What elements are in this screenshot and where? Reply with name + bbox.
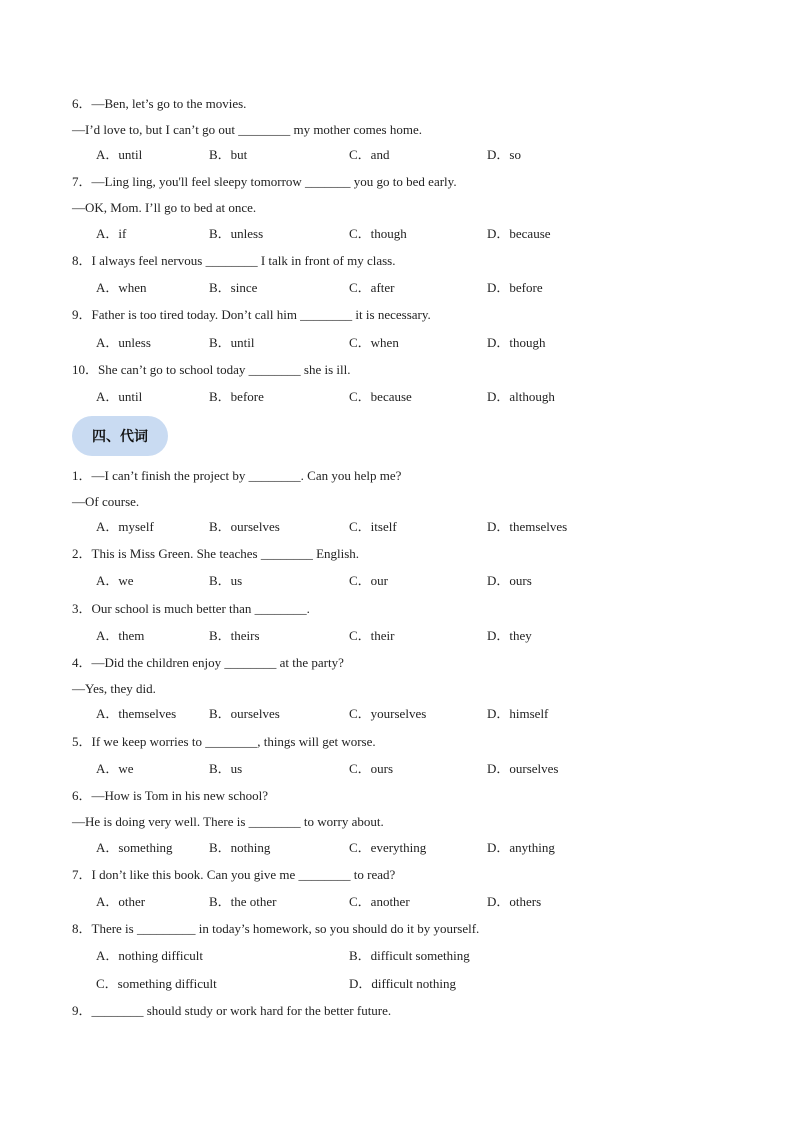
pronoun-question-5-option-a[interactable]: A．we [96,761,134,776]
question-10-option-a[interactable]: A．until [96,389,143,404]
question-7-option-a[interactable]: A．if [96,226,127,241]
pronoun-question-2-stem: 2．This is Miss Green. She teaches ________ English. [72,546,360,561]
pronoun-question-1-option-c[interactable]: C．itself [349,519,397,534]
pronoun-question-4-option-c[interactable]: C．yourselves [349,706,427,721]
pronoun-question-8-option-a[interactable]: A．nothing difficult [96,948,204,963]
pronoun-question-6-option-a[interactable]: A．something [96,840,173,855]
question-7-option-c[interactable]: C．though [349,226,407,241]
question-8-option-a[interactable]: A．when [96,280,147,295]
pronoun-question-3-stem: 3．Our school is much better than ________. [72,601,310,616]
question-9-option-c[interactable]: C．when [349,335,399,350]
question-10-option-c[interactable]: C．because [349,389,412,404]
question-7-option-d[interactable]: D．because [487,226,551,241]
question-10-option-d[interactable]: D．although [487,389,555,404]
pronoun-question-2-option-a[interactable]: A．we [96,573,134,588]
pronoun-question-8-option-b[interactable]: B．difficult something [349,948,470,963]
question-8-option-d[interactable]: D．before [487,280,543,295]
pronoun-question-5-stem: 5．If we keep worries to ________, things will get worse. [72,734,376,749]
pronoun-question-6-option-b[interactable]: B．nothing [209,840,271,855]
question-10-option-b[interactable]: B．before [209,389,264,404]
question-8-option-c[interactable]: C．after [349,280,395,295]
pronoun-question-5-option-d[interactable]: D．ourselves [487,761,559,776]
pronoun-question-3-option-b[interactable]: B．theirs [209,628,260,643]
pronoun-question-3-option-a[interactable]: A．them [96,628,145,643]
pronoun-question-3-option-d[interactable]: D．they [487,628,532,643]
question-9-option-b[interactable]: B．until [209,335,255,350]
question-6-option-b[interactable]: B．but [209,147,248,162]
pronoun-question-6-option-c[interactable]: C．everything [349,840,427,855]
pronoun-question-7-stem: 7．I don’t like this book. Can you give me ________ to read? [72,867,396,882]
pronoun-question-8-stem: 8．There is _________ in today’s homework, so you should do it by yourself. [72,921,480,936]
pronoun-question-7-option-d[interactable]: D．others [487,894,542,909]
pronoun-question-1-option-b[interactable]: B．ourselves [209,519,280,534]
pronoun-question-4-stem: 4．—Did the children enjoy ________ at the party? [72,655,344,670]
question-8-option-b[interactable]: B．since [209,280,258,295]
pronoun-question-7-option-a[interactable]: A．other [96,894,146,909]
pronoun-question-4-option-a[interactable]: A．themselves [96,706,177,721]
pronoun-question-8-option-d[interactable]: D．difficult nothing [349,976,457,991]
question-6-option-d[interactable]: D．so [487,147,521,162]
pronoun-question-2-option-d[interactable]: D．ours [487,573,532,588]
question-7-option-b[interactable]: B．unless [209,226,264,241]
pronoun-question-2-option-b[interactable]: B．us [209,573,243,588]
question-9-stem: 9．Father is too tired today. Don’t call him ________ it is necessary. [72,307,431,322]
pronoun-question-4-reply: —Yes, they did. [72,681,156,696]
question-8-stem: 8．I always feel nervous ________ I talk in front of my class. [72,253,396,268]
question-6-stem: 6．—Ben, let’s go to the movies. [72,96,247,111]
pronoun-question-8-option-c[interactable]: C．something difficult [96,976,217,991]
question-10-stem: 10．She can’t go to school today ________ she is ill. [72,362,351,377]
section-title: 四、代词 [92,429,148,445]
question-6-option-a[interactable]: A．until [96,147,143,162]
pronoun-question-1-stem: 1．—I can’t finish the project by ________. Can you help me? [72,468,402,483]
pronoun-question-5-option-c[interactable]: C．ours [349,761,394,776]
pronoun-question-1-option-d[interactable]: D．themselves [487,519,568,534]
pronoun-question-4-option-b[interactable]: B．ourselves [209,706,280,721]
pronoun-question-6-reply: —He is doing very well. There is ________ to worry about. [72,814,384,829]
question-9-option-a[interactable]: A．unless [96,335,151,350]
pronoun-question-5-option-b[interactable]: B．us [209,761,243,776]
pronoun-question-1-option-a[interactable]: A．myself [96,519,154,534]
question-6-option-c[interactable]: C．and [349,147,390,162]
pronoun-question-7-option-c[interactable]: C．another [349,894,410,909]
question-6-reply: —I’d love to, but I can’t go out ________ my mother comes home. [72,122,422,137]
pronoun-question-6-stem: 6．—How is Tom in his new school? [72,788,269,803]
pronoun-question-4-option-d[interactable]: D．himself [487,706,549,721]
pronoun-question-6-option-d[interactable]: D．anything [487,840,555,855]
question-9-option-d[interactable]: D．though [487,335,546,350]
question-7-stem: 7．—Ling ling, you'll feel sleepy tomorrow _______ you go to bed early. [72,174,457,189]
pronoun-question-3-option-c[interactable]: C．their [349,628,395,643]
question-7-reply: —OK, Mom. I’ll go to bed at once. [72,200,257,215]
pronoun-question-9-stem: 9．________ should study or work hard for the better future. [72,1003,392,1018]
pronoun-question-2-option-c[interactable]: C．our [349,573,389,588]
pronoun-question-1-reply: —Of course. [72,494,140,509]
section-title-badge [72,416,168,456]
pronoun-question-7-option-b[interactable]: B．the other [209,894,277,909]
